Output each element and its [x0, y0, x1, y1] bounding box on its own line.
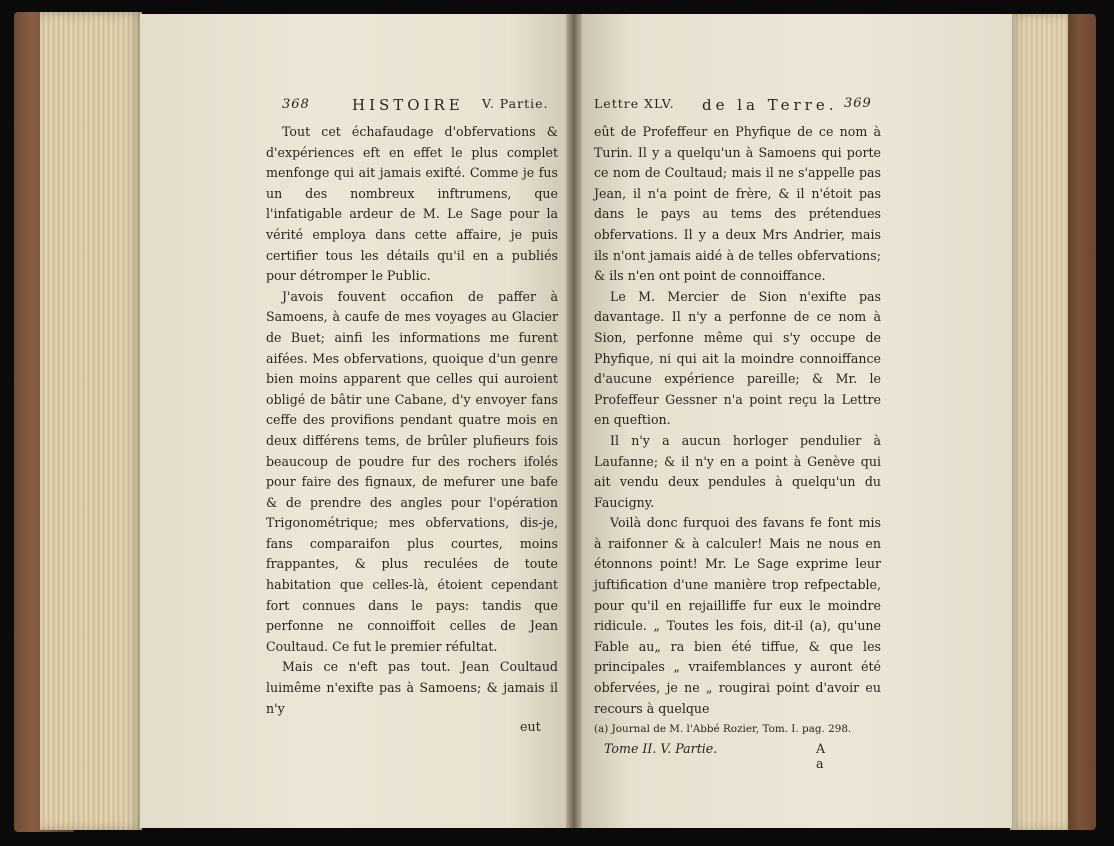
left-running-title: HISTOIRE	[352, 96, 464, 114]
paragraph: Le M. Mercier de Sion n'exifte pas davantage. Il n'y a perfonne de ce nom à Sion, perfonne même qui s'y occupe de Phyfique, ni qui ait la moindre connoiffance d'aucune expérience pareille; & Mr. le Profeffeur Gessner n'a point reçu la Lettre en queftion.	[594, 288, 881, 428]
paragraph: Voilà donc furquoi des favans fe font mis à raifonner & à calculer! Mais ne nous en étonnons point! Mr. Le Sage exprime leur juftification d'une manière trop refpectable, pour qu'il en rejailliffe fur eux le moindre ridicule. „ Toutes les fois, dit-il (a), qu'une Fable au„ ra bien été tiffue, & que les principales „ vraifemblances y auront été obfervées, je ne „ rougirai point d'avoir eu recours à quelque	[594, 515, 881, 716]
paragraph: Tout cet échafaudage d'obfervations & d'expériences eft en effet le plus complet menfonge qui ait jamais exifté. Comme je fus un des nombreux inftrumens, que l'infatigable ardeur de M. Le Sage pour la vérité employa dans cette affaire, je puis certifier tous les détails qu'il en a publiés pour détromper le Public.	[266, 124, 558, 284]
tome-label: Tome II. V. Partie.	[604, 741, 718, 756]
right-running-title: de la Terre.	[702, 96, 838, 114]
paragraph: eût de Profeffeur en Phyfique de ce nom à Turin. Il y a quelqu'un à Samoens qui porte ce nom de Coultaud; mais il ne s'appelle pas Jean, il n'a point de frère, & il n'étoit pas dans le pays au tems des prétendues obfervations. Il y a deux Mrs Andrier, mais ils n'ont jamais aidé à de telles obfervations; & ils n'en ont point de connoiffance.	[594, 124, 881, 284]
left-running-part: V. Partie.	[482, 96, 549, 111]
catchword: eut	[520, 719, 541, 734]
footnote: (a) Journal de M. l'Abbé Rozier, Tom. I. pag. 298.	[594, 723, 852, 735]
paragraph: Il n'y a aucun horloger pendulier à Laufanne; & il n'y en a point à Genève qui ait vendu deux pendules à quelqu'un du Faucigny.	[594, 432, 881, 510]
paragraph: J'avois fouvent occafion de paffer à Samoens, à caufe de mes voyages au Glacier de Buet; ainfi les informations me furent aifées. Mes obfervations, quoique d'un genre bien moins apparent que celles qui auroient obligé de bâtir une Cabane, d'y envoyer fans ceffe des provifions pendant quatre mois en deux différens tems, de brûler plufieurs fois beaucoup de poudre fur des rochers ifolés pour faire des fignaux, de mefurer une bafe & de prendre des angles pour l'opération Trigonométrique; mes obfervations, dis-je, fans comparaifon plus courtes, moins frappantes, & plus reculées de toute habitation que celles-là, étoient cependant fort connues dans le pays: tandis que perfonne ne connoiffoit celles de Jean Coultaud. Ce fut le premier réfultat.	[266, 288, 558, 654]
right-page-number: 369	[844, 96, 872, 111]
paragraph: Mais ce n'eft pas tout. Jean Coultaud luimême n'exifte pas à Samoens; & jamais il n'y	[266, 659, 558, 716]
page-edges-right	[1010, 14, 1068, 830]
left-page-number: 368	[282, 97, 310, 112]
page-edges-left	[40, 12, 142, 830]
book-gutter	[566, 14, 582, 828]
signature-mark: A a	[816, 741, 826, 771]
right-running-left: Lettre XLV.	[594, 96, 675, 111]
right-page-body	[594, 122, 881, 719]
signature-line	[604, 741, 834, 771]
right-page-header	[594, 96, 872, 114]
left-page-header	[282, 96, 564, 112]
left-page-body	[266, 122, 558, 719]
